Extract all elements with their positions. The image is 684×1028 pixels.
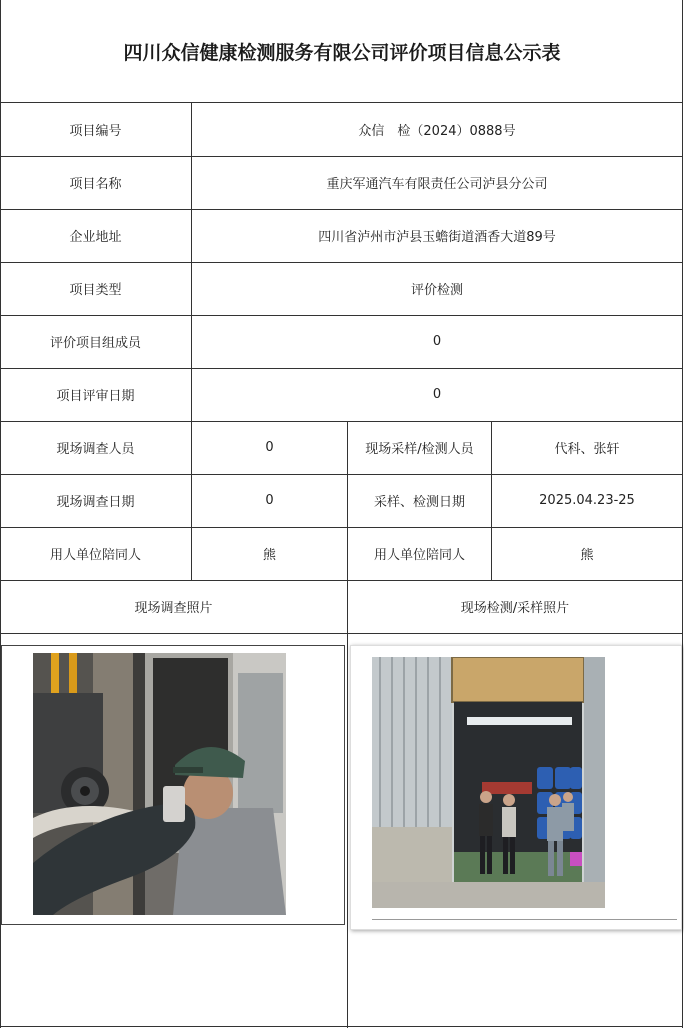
project-name-label: 项目名称 bbox=[69, 177, 122, 192]
row-divider bbox=[0, 1026, 683, 1027]
survey-staff-label: 现场调查人员 bbox=[56, 442, 135, 457]
sampling-photo bbox=[372, 657, 605, 908]
sampling-date-label: 采样、检测日期 bbox=[373, 495, 465, 510]
survey-date-value: 0 bbox=[265, 493, 274, 508]
project-type-value: 评价检测 bbox=[410, 283, 463, 298]
survey-photo-frame bbox=[1, 645, 345, 925]
sampling-photo-frame bbox=[350, 645, 682, 930]
escort-label: 用人单位陪同人 bbox=[49, 548, 141, 563]
row-divider bbox=[0, 633, 683, 634]
escort-value: 熊 bbox=[262, 548, 276, 563]
review-date-label: 项目评审日期 bbox=[56, 389, 135, 404]
project-name-value: 重庆军通汽车有限责任公司泸县分公司 bbox=[326, 177, 548, 192]
photo-divider bbox=[372, 919, 677, 920]
address-label: 企业地址 bbox=[69, 230, 122, 245]
survey-photo bbox=[33, 653, 286, 915]
address-value: 四川省泸州市泸县玉蟾街道酒香大道89号 bbox=[318, 230, 556, 245]
survey-staff-value: 0 bbox=[265, 440, 274, 455]
sampling-staff-value: 代科、张轩 bbox=[554, 442, 620, 457]
outer-border-right bbox=[682, 0, 683, 1028]
sampling-photo-label: 现场检测/采样照片 bbox=[460, 601, 570, 616]
project-no-label: 项目编号 bbox=[69, 123, 122, 139]
escort-label-2: 用人单位陪同人 bbox=[373, 548, 465, 563]
members-label: 评价项目组成员 bbox=[49, 336, 141, 351]
page-title: 四川众信健康检测服务有限公司评价项目信息公示表 bbox=[123, 41, 561, 64]
project-type-label: 项目类型 bbox=[69, 283, 122, 298]
sampling-date-value: 2025.04.23-25 bbox=[539, 493, 635, 508]
escort-value-2: 熊 bbox=[580, 548, 594, 563]
project-no-value: 众信 检（2024）0888号 bbox=[358, 123, 516, 139]
sampling-staff-label: 现场采样/检测人员 bbox=[365, 442, 474, 457]
survey-date-label: 现场调查日期 bbox=[56, 495, 135, 510]
survey-photo-label: 现场调查照片 bbox=[134, 601, 213, 616]
review-date-value: 0 bbox=[432, 387, 442, 402]
members-value: 0 bbox=[432, 334, 442, 349]
